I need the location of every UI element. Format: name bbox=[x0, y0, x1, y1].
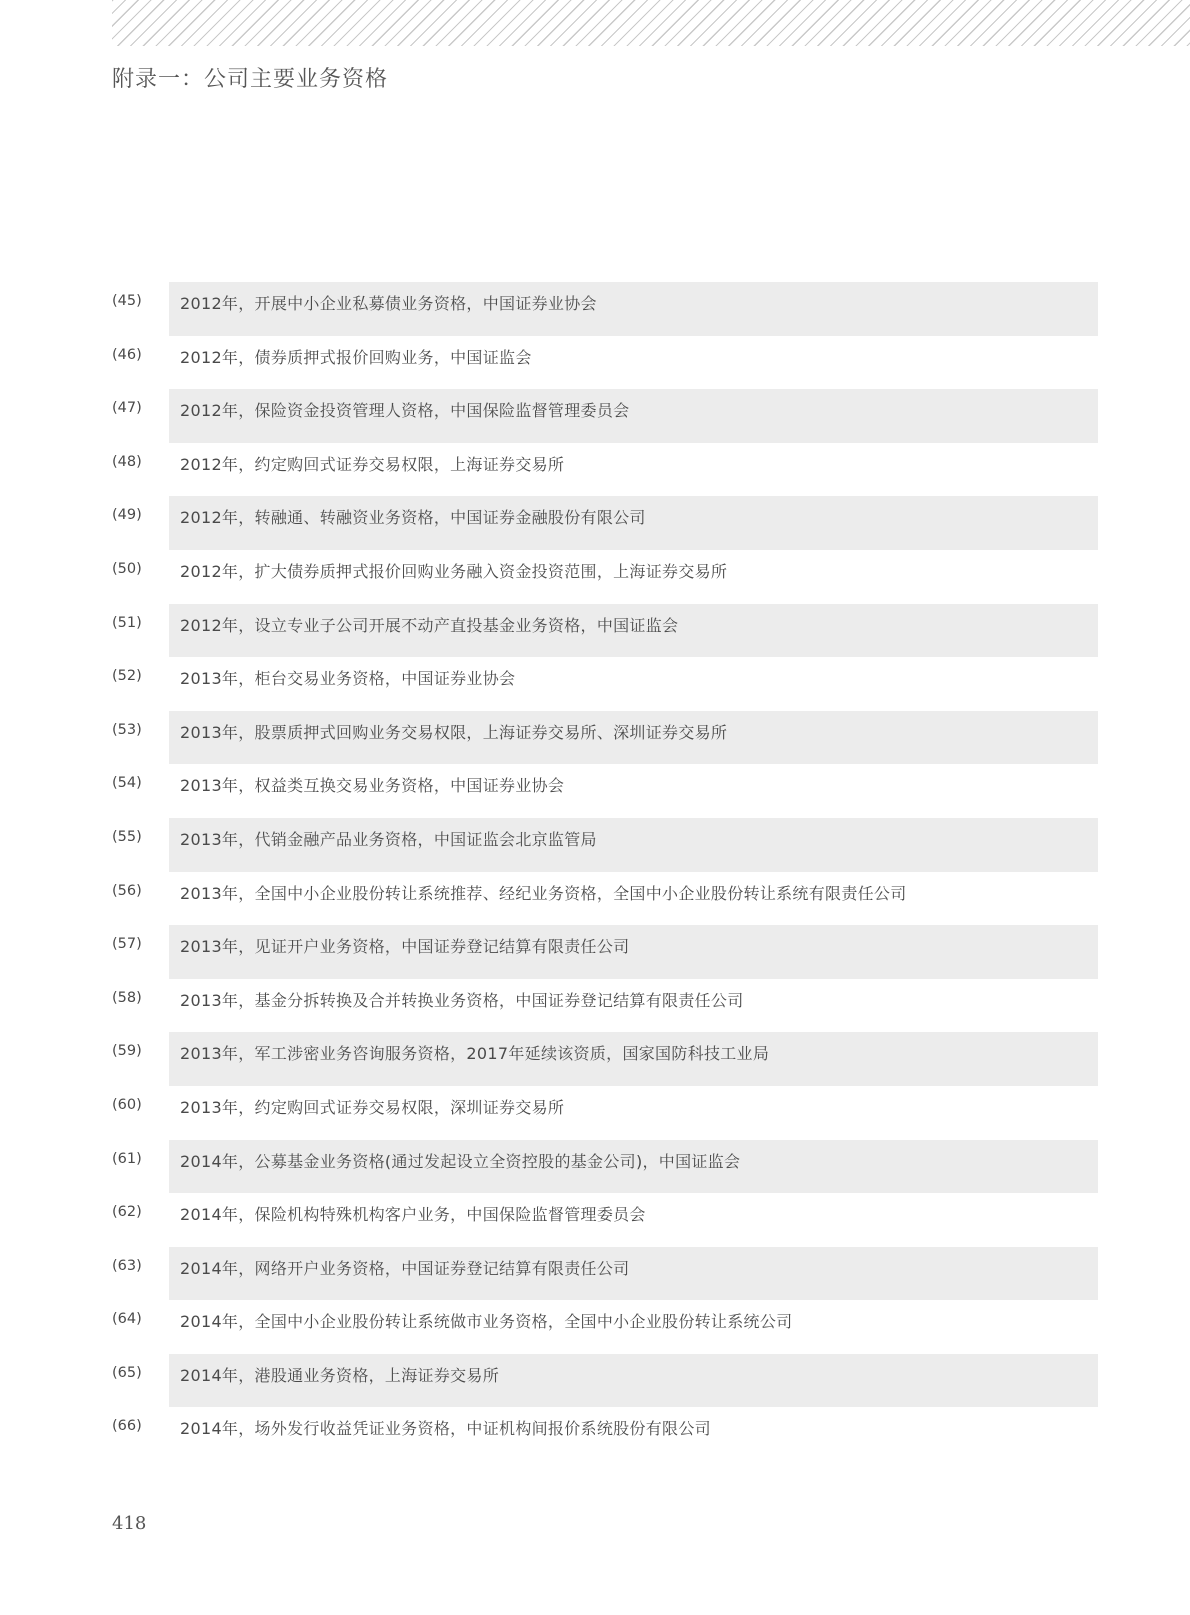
item-number: (60) bbox=[112, 1096, 142, 1113]
item-text: 2013年，见证开户业务资格，中国证券登记结算有限责任公司 bbox=[180, 937, 630, 957]
item-text: 2014年，保险机构特殊机构客户业务，中国保险监督管理委员会 bbox=[180, 1205, 646, 1225]
list-item bbox=[112, 872, 1098, 926]
item-number: (58) bbox=[112, 989, 142, 1006]
item-text: 2013年，代销金融产品业务资格，中国证监会北京监管局 bbox=[180, 829, 597, 849]
list-item bbox=[112, 1032, 1098, 1086]
list-item bbox=[112, 1193, 1098, 1247]
item-text: 2012年，约定购回式证券交易权限，上海证券交易所 bbox=[180, 454, 565, 474]
list-item bbox=[112, 764, 1098, 818]
item-text: 2014年，场外发行收益凭证业务资格，中证机构间报价系统股份有限公司 bbox=[180, 1419, 711, 1439]
item-number: (57) bbox=[112, 936, 142, 953]
item-number: (46) bbox=[112, 346, 142, 363]
item-text: 2014年，全国中小企业股份转让系统做市业务资格，全国中小企业股份转让系统公司 bbox=[180, 1312, 793, 1332]
list-item bbox=[112, 336, 1098, 390]
section-title: 附录一：公司主要业务资格 bbox=[112, 67, 389, 92]
item-number: (52) bbox=[112, 668, 142, 685]
list-item bbox=[112, 818, 1098, 872]
list-item bbox=[112, 979, 1098, 1033]
item-text: 2013年，约定购回式证券交易权限，深圳证券交易所 bbox=[180, 1097, 565, 1117]
list-item bbox=[112, 496, 1098, 550]
item-number: (64) bbox=[112, 1311, 142, 1328]
item-text: 2014年，公募基金业务资格(通过发起设立全资控股的基金公司)，中国证监会 bbox=[180, 1151, 741, 1171]
item-number: (66) bbox=[112, 1418, 142, 1435]
item-number: (45) bbox=[112, 293, 142, 309]
item-text: 2014年，港股通业务资格，上海证券交易所 bbox=[180, 1365, 500, 1385]
item-text: 2013年，基金分拆转换及合并转换业务资格，中国证券登记结算有限责任公司 bbox=[180, 990, 744, 1010]
list-item bbox=[112, 550, 1098, 604]
header-hatch-band bbox=[112, 0, 1190, 46]
list-item bbox=[112, 1354, 1098, 1408]
qualification-list bbox=[112, 282, 1098, 1461]
item-number: (48) bbox=[112, 453, 142, 470]
item-number: (65) bbox=[112, 1364, 142, 1381]
list-item bbox=[112, 1086, 1098, 1140]
item-text: 2013年，权益类互换交易业务资格，中国证券业协会 bbox=[180, 776, 565, 796]
item-text: 2013年，全国中小企业股份转让系统推荐、经纪业务资格，全国中小企业股份转让系统有限责任公司 bbox=[180, 883, 907, 903]
page-number: 418 bbox=[112, 1513, 147, 1534]
item-number: (51) bbox=[112, 614, 142, 631]
item-number: (53) bbox=[112, 721, 142, 738]
item-number: (47) bbox=[112, 400, 142, 417]
item-text: 2012年，转融通、转融资业务资格，中国证券金融股份有限公司 bbox=[180, 508, 646, 528]
item-text: 2012年，扩大债券质押式报价回购业务融入资金投资范围，上海证券交易所 bbox=[180, 561, 728, 581]
list-item bbox=[112, 1300, 1098, 1354]
item-text: 2012年，设立专业子公司开展不动产直投基金业务资格，中国证监会 bbox=[180, 615, 679, 635]
list-item bbox=[112, 1407, 1098, 1461]
item-number: (56) bbox=[112, 882, 142, 899]
item-text: 2013年，军工涉密业务咨询服务资格，2017年延续该资质，国家国防科技工业局 bbox=[180, 1044, 770, 1064]
item-number: (55) bbox=[112, 828, 142, 845]
list-item bbox=[112, 1247, 1098, 1301]
item-text: 2014年，网络开户业务资格，中国证券登记结算有限责任公司 bbox=[180, 1258, 630, 1278]
item-number: (54) bbox=[112, 775, 142, 792]
item-number: (63) bbox=[112, 1257, 142, 1274]
item-text: 2012年，开展中小企业私募债业务资格，中国证券业协会 bbox=[180, 294, 597, 313]
item-number: (62) bbox=[112, 1204, 142, 1221]
list-item bbox=[112, 711, 1098, 765]
item-text: 2012年，保险资金投资管理人资格，中国保险监督管理委员会 bbox=[180, 401, 630, 421]
list-item bbox=[112, 282, 1098, 336]
list-item bbox=[112, 657, 1098, 711]
item-number: (59) bbox=[112, 1043, 142, 1060]
item-text: 2013年，股票质押式回购业务交易权限，上海证券交易所、深圳证券交易所 bbox=[180, 722, 728, 742]
item-number: (50) bbox=[112, 560, 142, 577]
item-text: 2013年，柜台交易业务资格，中国证券业协会 bbox=[180, 669, 516, 689]
list-item bbox=[112, 443, 1098, 497]
list-item bbox=[112, 604, 1098, 658]
item-text: 2012年，债券质押式报价回购业务，中国证监会 bbox=[180, 347, 532, 367]
item-number: (49) bbox=[112, 507, 142, 524]
list-item bbox=[112, 1140, 1098, 1194]
list-item bbox=[112, 389, 1098, 443]
list-item bbox=[112, 925, 1098, 979]
item-number: (61) bbox=[112, 1150, 142, 1167]
